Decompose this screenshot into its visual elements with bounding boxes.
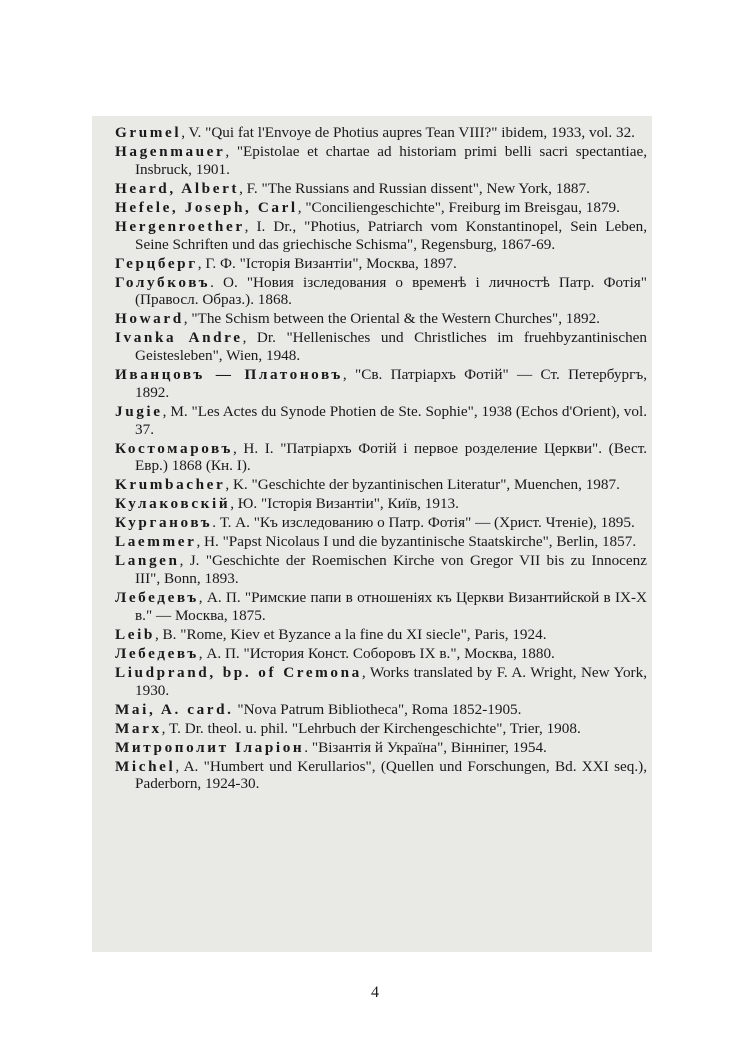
entry-details: , T. Dr. theol. u. phil. "Lehrbuch der Kirchengeschichte", Trier, 1908. bbox=[161, 719, 581, 737]
bibliography-list bbox=[115, 124, 647, 794]
entry-author: Герцберг bbox=[115, 254, 198, 272]
entry-details: , H. "Papst Nicolaus I und die byzantinische Staatskirche", Berlin, 1857. bbox=[196, 533, 637, 551]
entry-details: , "Epistolae et chartae ad historiam primi belli sacri spectantiae, Insbruck, 1901. bbox=[135, 142, 647, 178]
entry-author: Howard bbox=[115, 310, 184, 328]
bibliography-entry bbox=[115, 255, 647, 273]
bibliography-entry bbox=[115, 440, 647, 476]
entry-author: Кулаковскій bbox=[115, 495, 231, 513]
entry-author: Иванцовъ — Платоновъ bbox=[115, 366, 343, 384]
entry-author: Marx bbox=[115, 719, 162, 737]
entry-author: Jugie bbox=[115, 402, 163, 420]
entry-author: Mai, A. card. bbox=[115, 700, 234, 718]
entry-author: Ivanka Andre bbox=[115, 329, 243, 347]
entry-author: Liudprand, bp. of Cremona bbox=[115, 663, 362, 681]
bibliography-entry bbox=[115, 626, 647, 644]
bibliography-entry bbox=[115, 143, 647, 179]
entry-details: , "The Schism between the Oriental & the Western Churches", 1892. bbox=[183, 310, 600, 328]
entry-author: Лебедевъ bbox=[115, 644, 199, 662]
entry-details: , J. "Geschichte der Roemischen Kirche von Gregor VII bis zu Innocenz III", Bonn, 1893. bbox=[135, 552, 647, 588]
entry-author: Heard, Albert bbox=[115, 179, 240, 197]
entry-author: Лебедевъ bbox=[115, 589, 199, 607]
entry-author: Голубковъ bbox=[115, 273, 211, 291]
entry-author: Митрополит Іларіон bbox=[115, 738, 305, 756]
entry-details: , Works translated by F. A. Wright, New York, 1930. bbox=[135, 663, 647, 699]
entry-author: Hefele, Joseph, Carl bbox=[115, 198, 298, 216]
entry-details: , K. "Geschichte der byzantinischen Literatur", Muenchen, 1987. bbox=[225, 476, 620, 494]
bibliography-entry bbox=[115, 218, 647, 254]
bibliography-entry bbox=[115, 124, 647, 142]
entry-details: . "Візантія й Україна", Вінніпег, 1954. bbox=[304, 738, 547, 756]
entry-details: , B. "Rome, Kiev et Byzance a la fine du XI siecle", Paris, 1924. bbox=[154, 625, 547, 643]
bibliography-entry bbox=[115, 720, 647, 738]
entry-details: , Dr. "Hellenisches und Christliches im fruehbyzantinischen Geistesleben", Wien, 1948. bbox=[135, 329, 648, 365]
entry-author: Michel bbox=[115, 757, 176, 775]
entry-details: . О. "Новия ізследования о временѣ і личностѣ Патр. Фотія" (Правосл. Образ.). 1868. bbox=[135, 273, 647, 309]
entry-author: Laemmer bbox=[115, 533, 197, 551]
page-number: 4 bbox=[371, 984, 379, 1001]
entry-details: , Ю. "Історія Византіи", Київ, 1913. bbox=[230, 495, 459, 513]
entry-author: Hergenroether bbox=[115, 217, 245, 235]
entry-details: , Н. І. "Патріархъ Фотій і первое розделение Церкви". (Вест. Евр.) 1868 (Кн. І). bbox=[135, 439, 647, 475]
bibliography-entry bbox=[115, 664, 647, 700]
entry-author: Krumbacher bbox=[115, 476, 226, 494]
bibliography-entry bbox=[115, 533, 647, 551]
bibliography-entry bbox=[115, 403, 647, 439]
entry-details: "Nova Patrum Bibliotheca", Roma 1852-1905. bbox=[233, 700, 522, 718]
entry-details: , M. "Les Actes du Synode Photien de Ste. Sophie", 1938 (Echos d'Orient), vol. 37. bbox=[135, 402, 647, 438]
entry-details: , А. П. "История Конст. Соборовъ IX в.", Москва, 1880. bbox=[198, 644, 555, 662]
entry-author: Langen bbox=[115, 552, 180, 570]
bibliography-entry bbox=[115, 701, 647, 719]
bibliography-entry bbox=[115, 552, 647, 588]
entry-author: Grumel bbox=[115, 124, 182, 141]
entry-details: , F. "The Russians and Russian dissent", New York, 1887. bbox=[239, 179, 590, 197]
bibliography-entry bbox=[115, 739, 647, 757]
bibliography-entry bbox=[115, 645, 647, 663]
entry-details: , I. Dr., "Photius, Patriarch vom Konstantinopel, Sein Leben, Seine Schriften und das griechische Schisma", Regensburg, 1867-69. bbox=[135, 217, 647, 253]
entry-author: Кургановъ bbox=[115, 514, 213, 532]
bibliography-entry bbox=[115, 180, 647, 198]
bibliography-entry bbox=[115, 310, 647, 328]
entry-details: , V. "Qui fat l'Envoye de Photius aupres Tean VIII?" ibidem, 1933, vol. 32. bbox=[181, 124, 635, 141]
entry-details: , A. "Humbert und Kerullarios", (Quellen und Forschungen, Bd. XXI seq.), Paderborn, 1924-30. bbox=[135, 757, 647, 793]
entry-details: , "Conciliengeschichte", Freiburg im Breisgau, 1879. bbox=[297, 198, 620, 216]
bibliography-entry bbox=[115, 366, 647, 402]
bibliography-entry bbox=[115, 476, 647, 494]
entry-details: , А. П. "Римские папи в отношенiях къ Церкви Византийской в IX-X в." — Москва, 1875. bbox=[135, 589, 647, 624]
bibliography-entry bbox=[115, 199, 647, 217]
entry-author: Hagenmauer bbox=[115, 142, 226, 160]
bibliography-entry bbox=[115, 514, 647, 532]
entry-details: . Т. А. "Къ изследованию о Патр. Фотія" — (Христ. Чтеніе), 1895. bbox=[212, 514, 635, 532]
bibliography-entry bbox=[115, 589, 647, 625]
bibliography-entry bbox=[115, 274, 647, 310]
entry-author: Костомаровъ bbox=[115, 439, 233, 457]
entry-details: , Г. Ф. "Історія Византіи", Москва, 1897. bbox=[197, 254, 457, 272]
bibliography-entry bbox=[115, 329, 647, 365]
bibliography-entry bbox=[115, 758, 647, 794]
entry-details: , "Св. Патріархъ Фотій" — Ст. Петербургъ, 1892. bbox=[135, 366, 647, 401]
bibliography-entry bbox=[115, 495, 647, 513]
entry-author: Leib bbox=[115, 625, 155, 643]
